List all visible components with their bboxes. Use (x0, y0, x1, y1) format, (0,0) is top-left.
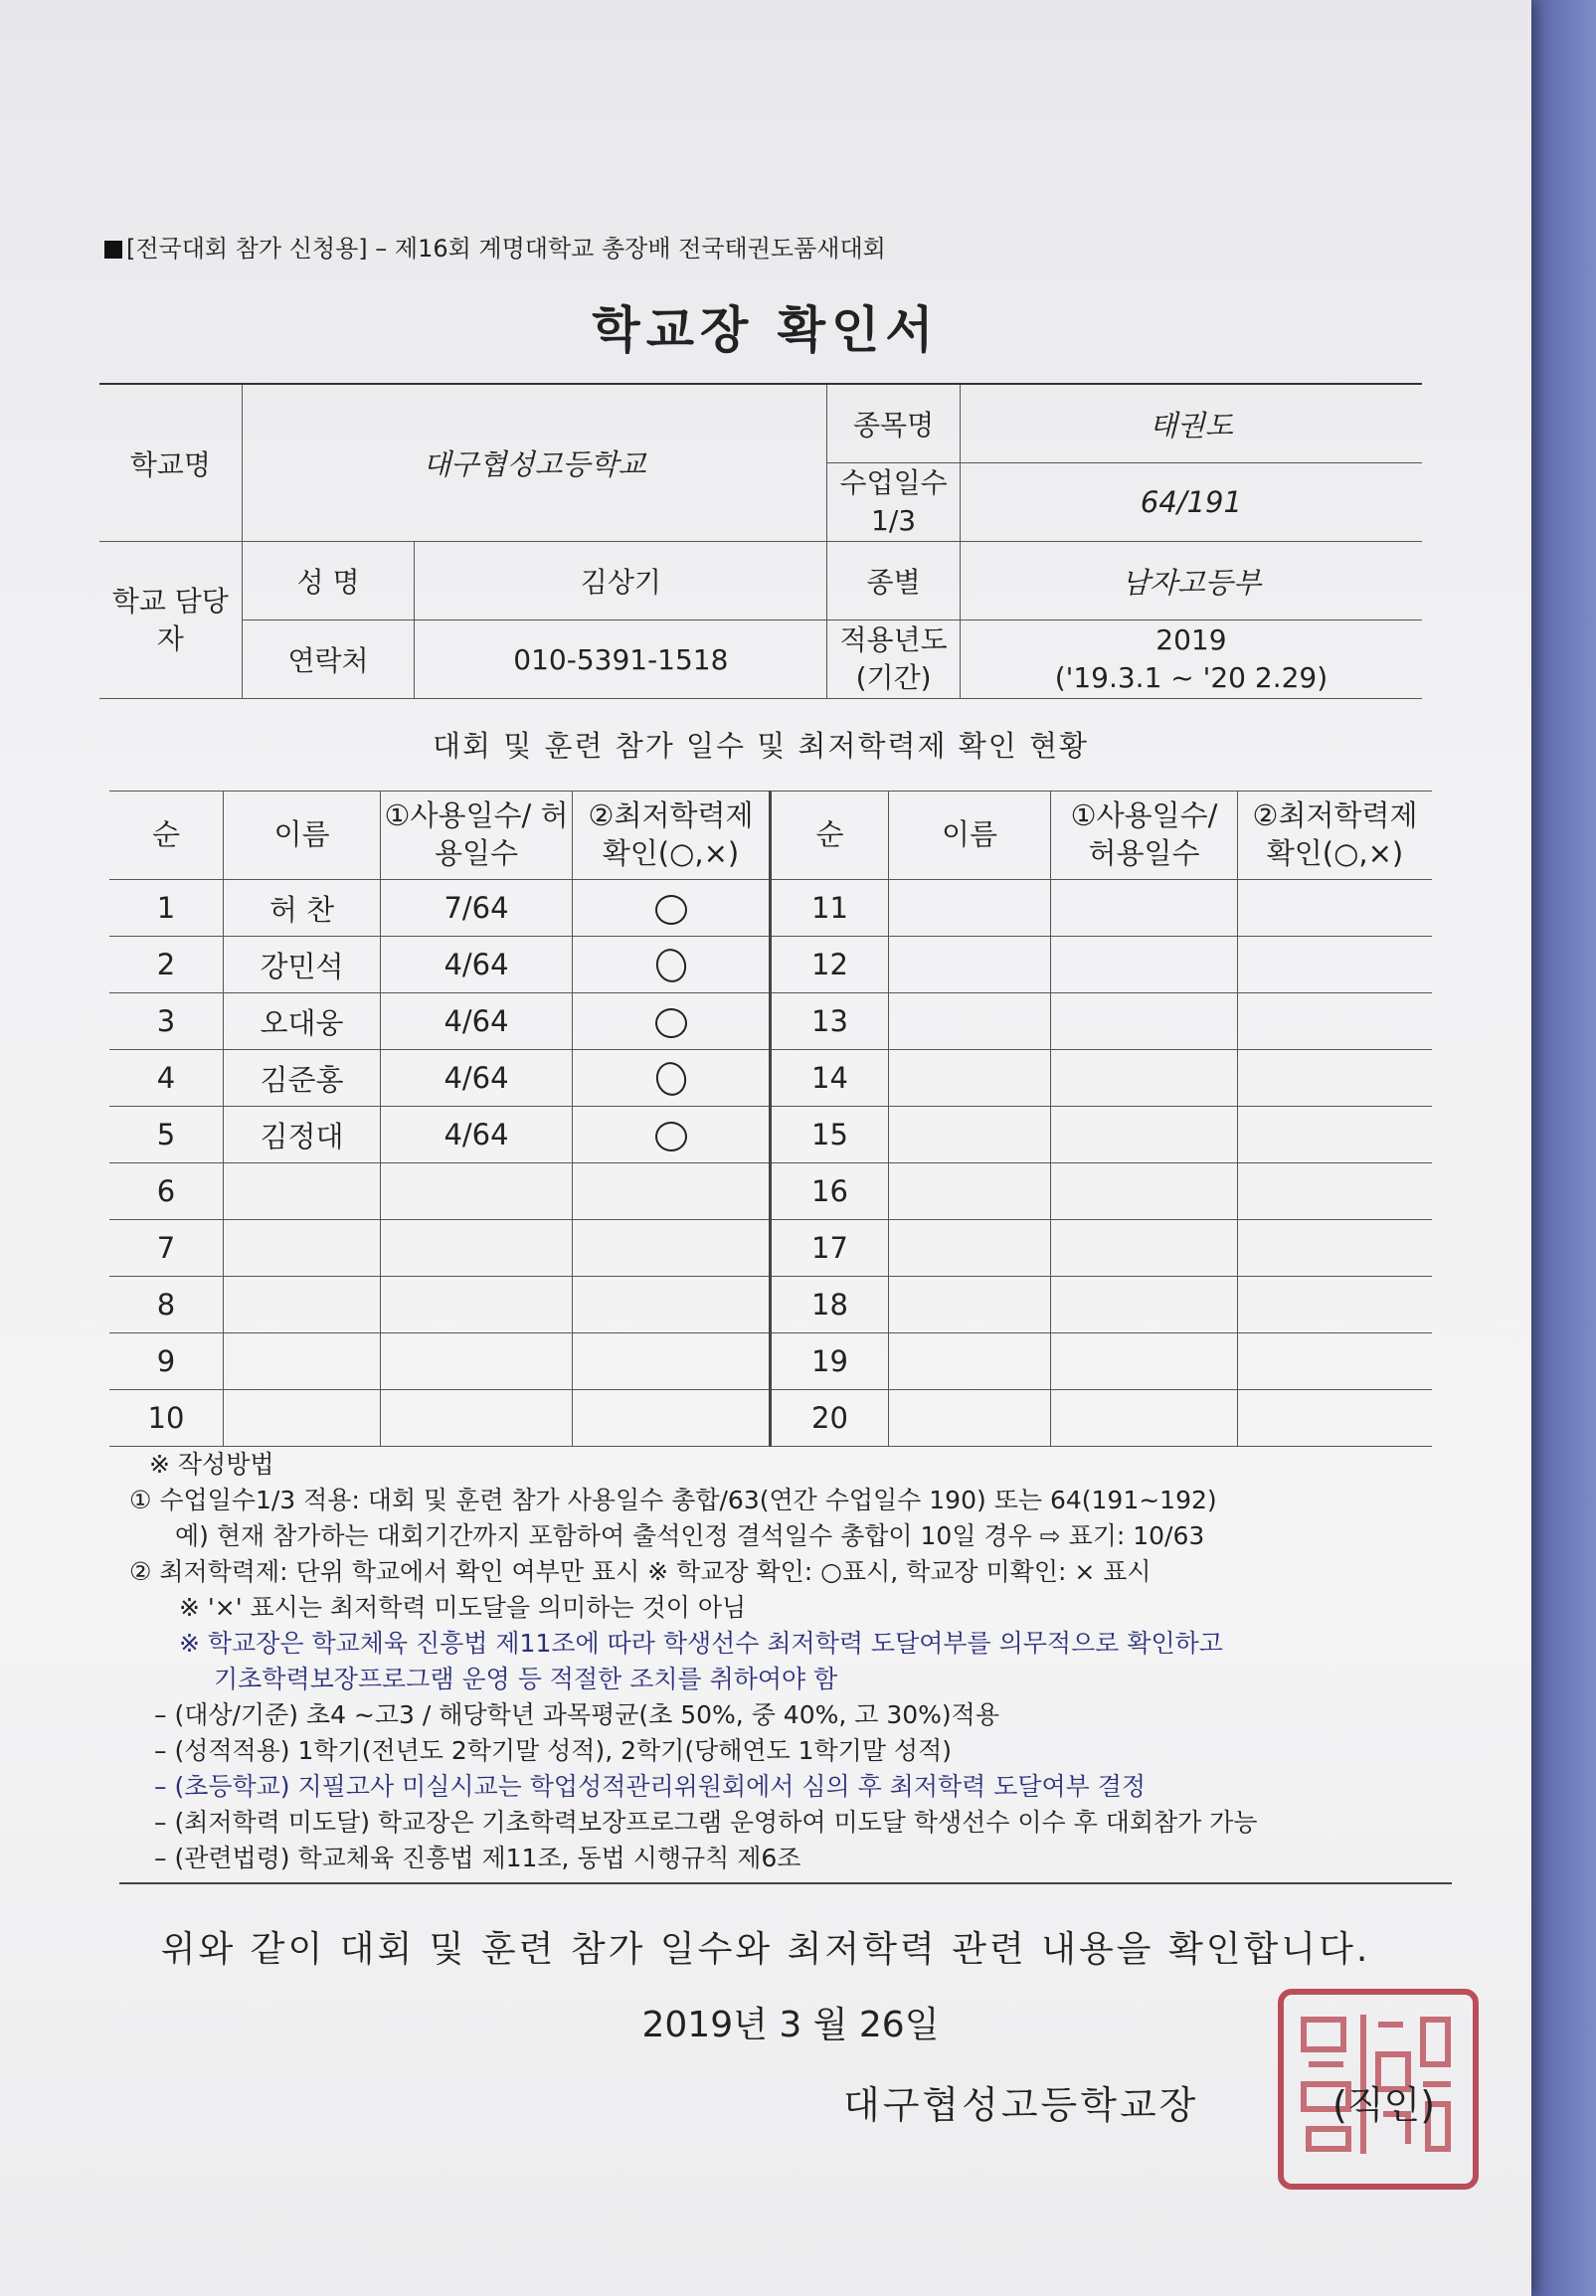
row-days (381, 1163, 573, 1220)
circle-mark-icon (655, 1122, 687, 1151)
row-check (573, 1107, 771, 1163)
row-name (889, 1220, 1051, 1277)
row-name: 김준홍 (224, 1050, 381, 1107)
row-no: 17 (771, 1220, 889, 1277)
row-days (381, 1277, 573, 1333)
row-check (1238, 1220, 1433, 1277)
row-days (1051, 1107, 1238, 1163)
school-label: 학교명 (99, 384, 242, 542)
row-days (1051, 1050, 1238, 1107)
row-name (224, 1220, 381, 1277)
table-row (109, 1107, 1432, 1163)
row-name (224, 1163, 381, 1220)
signer-name: 대구협성고등학교장 (843, 2083, 1199, 2127)
detail-2: – (성적적용) 1학기(전년도 2학기말 성적), 2학기(당해연도 1학기말 성적) (154, 1736, 952, 1765)
period-value: ('19.3.1 ~ '20 2.29) (1054, 661, 1329, 694)
row-name (889, 993, 1051, 1050)
row-no: 1 (109, 880, 224, 937)
row-no: 14 (771, 1050, 889, 1107)
circle-mark-icon (655, 895, 687, 925)
row-name (889, 1107, 1051, 1163)
table-row (109, 880, 1432, 937)
row-days (1051, 1220, 1238, 1277)
col-check: ②최저학력제 확인(○,×) (573, 792, 771, 880)
event-label: 종목명 (827, 384, 961, 463)
row-days (381, 1220, 573, 1277)
table-row (109, 1277, 1432, 1333)
year-label: 적용년도 (기간) (827, 620, 961, 699)
days-label: 수업일수 1/3 (827, 463, 961, 542)
row-check (1238, 1333, 1433, 1390)
col-no: 순 (771, 792, 889, 880)
table-row (109, 1050, 1432, 1107)
row-days (1051, 993, 1238, 1050)
row-no: 16 (771, 1163, 889, 1220)
col-no: 순 (109, 792, 224, 880)
row-no: 20 (771, 1390, 889, 1447)
event-value: 태권도 (960, 384, 1422, 463)
row-days (381, 1333, 573, 1390)
row-no: 15 (771, 1107, 889, 1163)
row-check (1238, 1107, 1433, 1163)
row-check (1238, 1277, 1433, 1333)
note-2b: ※ 학교장은 학교체육 진흥법 제11조에 따라 학생선수 최저학력 도달여부를 의무적으로 확인하고 (179, 1629, 1223, 1658)
row-check (573, 1220, 771, 1277)
name-label: 성 명 (242, 542, 415, 620)
row-no: 12 (771, 937, 889, 993)
document-title: 학교장 확인서 (592, 301, 940, 359)
row-check (573, 937, 771, 993)
row-check (573, 880, 771, 937)
row-name: 김정대 (224, 1107, 381, 1163)
divider (119, 1882, 1452, 1884)
row-days (1051, 1163, 1238, 1220)
row-name (224, 1277, 381, 1333)
row-days (1051, 937, 1238, 993)
row-days (1051, 1333, 1238, 1390)
row-check (573, 1163, 771, 1220)
row-name (889, 1390, 1051, 1447)
note-2: ② 최저학력제: 단위 학교에서 확인 여부만 표시 ※ 학교장 확인: ○표시, 학교장 미확인: × 표시 (129, 1557, 1152, 1586)
category-value: 남자고등부 (960, 542, 1422, 620)
row-name (889, 880, 1051, 937)
row-name (224, 1390, 381, 1447)
row-days: 7/64 (381, 880, 573, 937)
school-value: 대구협성고등학교 (242, 384, 827, 542)
row-no: 19 (771, 1333, 889, 1390)
row-no: 4 (109, 1050, 224, 1107)
roster-heading: 대회 및 훈련 참가 일수 및 최저학력제 확인 현황 (432, 729, 1089, 763)
detail-1: – (대상/기준) 초4 ~고3 / 해당학년 과목평균(초 50%, 중 40%, 고 30%)적용 (154, 1700, 999, 1729)
row-check (573, 993, 771, 1050)
row-days (381, 1390, 573, 1447)
circle-mark-icon (652, 946, 690, 986)
row-no: 18 (771, 1277, 889, 1333)
days-value: 64/191 (960, 463, 1422, 542)
roster-body (109, 880, 1432, 1447)
category-label: 종별 (827, 542, 961, 620)
row-no: 7 (109, 1220, 224, 1277)
row-no: 6 (109, 1163, 224, 1220)
notes-title: ※ 작성방법 (149, 1450, 274, 1479)
row-check (1238, 880, 1433, 937)
detail-3: – (초등학교) 지필고사 미실시교는 학업성적관리위원회에서 심의 후 최저학력 도달여부 결정 (154, 1772, 1147, 1801)
background-band (1531, 0, 1596, 2296)
row-no: 2 (109, 937, 224, 993)
row-name: 허 찬 (224, 880, 381, 937)
year-cell (960, 620, 1422, 699)
black-square-icon (104, 241, 122, 259)
row-check (573, 1050, 771, 1107)
col-name: 이름 (224, 792, 381, 880)
col-days: ①사용일수/ 허용일수 (381, 792, 573, 880)
row-check (573, 1333, 771, 1390)
row-no: 13 (771, 993, 889, 1050)
row-days: 4/64 (381, 937, 573, 993)
table-row (109, 1163, 1432, 1220)
row-days: 4/64 (381, 993, 573, 1050)
detail-4: – (최저학력 미도달) 학교장은 기초학력보장프로그램 운영하여 미도달 학생선수 이수 후 대회참가 가능 (154, 1808, 1258, 1837)
row-name (889, 1277, 1051, 1333)
row-check (1238, 1050, 1433, 1107)
circle-mark-icon (652, 1059, 690, 1100)
row-check (573, 1277, 771, 1333)
row-name (889, 1333, 1051, 1390)
note-1-example: 예) 현재 참가하는 대회기간까지 포함하여 출석인정 결석일수 총합이 10일 경우 ⇨ 표기: 10/63 (175, 1521, 1205, 1550)
note-1: ① 수업일수1/3 적용: 대회 및 훈련 참가 사용일수 총합/63(연간 수업일수 190) 또는 64(191~192) (129, 1486, 1217, 1514)
row-check (1238, 993, 1433, 1050)
issue-date: 2019년 3 월 26일 (641, 2005, 940, 2045)
row-name (889, 937, 1051, 993)
col-days: ①사용일수/ 허용일수 (1051, 792, 1238, 880)
table-row (109, 937, 1432, 993)
detail-5: – (관련법령) 학교체육 진흥법 제11조, 동법 시행규칙 제6조 (154, 1844, 801, 1872)
seal-label: (직인) (1332, 2083, 1436, 2127)
row-no: 8 (109, 1277, 224, 1333)
row-name: 오대웅 (224, 993, 381, 1050)
row-check (1238, 1163, 1433, 1220)
row-name (889, 1163, 1051, 1220)
col-name: 이름 (889, 792, 1051, 880)
row-days (1051, 1390, 1238, 1447)
row-no: 10 (109, 1390, 224, 1447)
row-check (1238, 1390, 1433, 1447)
info-table (99, 383, 1422, 699)
row-check (1238, 937, 1433, 993)
row-days: 4/64 (381, 1107, 573, 1163)
row-no: 9 (109, 1333, 224, 1390)
roster-table (109, 791, 1432, 1447)
instructions (129, 1447, 1452, 1876)
table-row (109, 1390, 1432, 1447)
row-days: 4/64 (381, 1050, 573, 1107)
table-row (109, 993, 1432, 1050)
row-no: 3 (109, 993, 224, 1050)
confirm-statement: 위와 같이 대회 및 훈련 참가 일수와 최저학력 관련 내용을 확인합니다. (160, 1929, 1371, 1970)
circle-mark-icon (655, 1008, 687, 1038)
col-check: ②최저학력제 확인(○,×) (1238, 792, 1433, 880)
contact-value: 010-5391-1518 (415, 620, 827, 699)
row-no: 11 (771, 880, 889, 937)
header-line (104, 229, 886, 264)
row-no: 5 (109, 1107, 224, 1163)
table-row (109, 1220, 1432, 1277)
header-text: [전국대회 참가 신청용] – 제16회 계명대학교 총장배 전국태권도품새대회 (126, 235, 886, 263)
row-name (224, 1333, 381, 1390)
note-2a: ※ '×' 표시는 최저학력 미도달을 의미하는 것이 아님 (179, 1593, 747, 1622)
year-value: 2019 (1155, 623, 1227, 657)
name-value: 김상기 (415, 542, 827, 620)
table-row (109, 1333, 1432, 1390)
contact-label: 연락처 (242, 620, 415, 699)
row-days (1051, 880, 1238, 937)
row-name: 강민석 (224, 937, 381, 993)
row-days (1051, 1277, 1238, 1333)
row-check (573, 1390, 771, 1447)
row-name (889, 1050, 1051, 1107)
manager-label: 학교 담당자 (99, 542, 242, 699)
note-2c: 기초학력보장프로그램 운영 등 적절한 조치를 취하여야 함 (214, 1665, 838, 1693)
